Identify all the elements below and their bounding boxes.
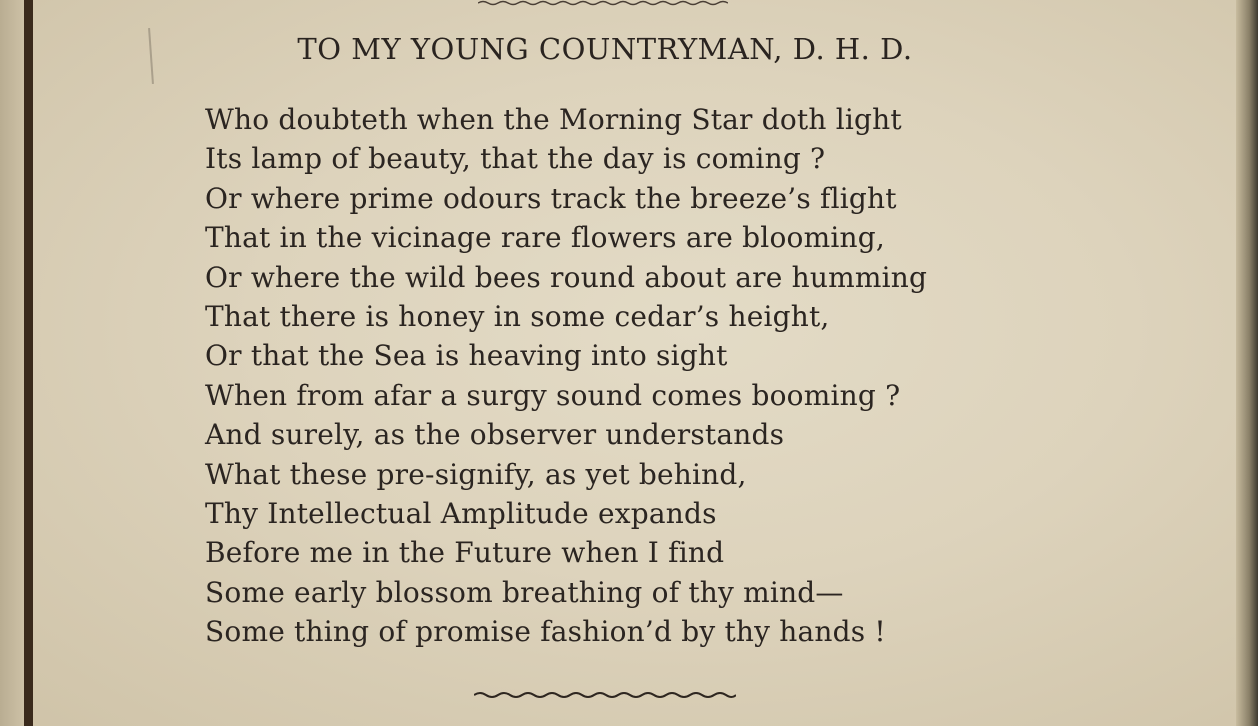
poem-line: That there is honey in some cedar’s height, bbox=[205, 299, 830, 333]
poem-line: Who doubteth when the Morning Star doth light bbox=[205, 103, 902, 136]
poem-line: When from afar a surgy sound comes booming ? bbox=[205, 378, 901, 412]
page-edge-right bbox=[1236, 0, 1258, 726]
page-gutter-left bbox=[0, 0, 24, 726]
poem-line: Or where prime odours track the breeze’s flight bbox=[205, 181, 897, 215]
top-ornamental-rule bbox=[478, 0, 728, 6]
bottom-ornamental-rule bbox=[474, 688, 736, 702]
poem-line: Some thing of promise fashion’d by thy hands ! bbox=[205, 615, 886, 649]
poem-line: And surely, as the observer understands bbox=[205, 418, 785, 452]
poem-line: Before me in the Future when I find bbox=[205, 536, 725, 570]
poem-line: Its lamp of beauty, that the day is coming ? bbox=[205, 142, 826, 176]
binding-edge bbox=[24, 0, 33, 726]
poem-line: What these pre-signify, as yet behind, bbox=[205, 457, 747, 491]
poem-line: Or that the Sea is heaving into sight bbox=[205, 339, 728, 373]
poem-title bbox=[0, 32, 1210, 66]
poem-line: That in the vicinage rare flowers are blooming, bbox=[205, 221, 885, 255]
poem-line: Or where the wild bees round about are humming bbox=[205, 260, 928, 294]
poem-line: Some early blossom breathing of thy mind— bbox=[205, 575, 844, 609]
poem-title-text: TO MY YOUNG COUNTRYMAN, D. H. D. bbox=[297, 32, 913, 66]
poem-line: Thy Intellectual Amplitude expands bbox=[205, 496, 717, 530]
poem-body bbox=[205, 100, 927, 651]
